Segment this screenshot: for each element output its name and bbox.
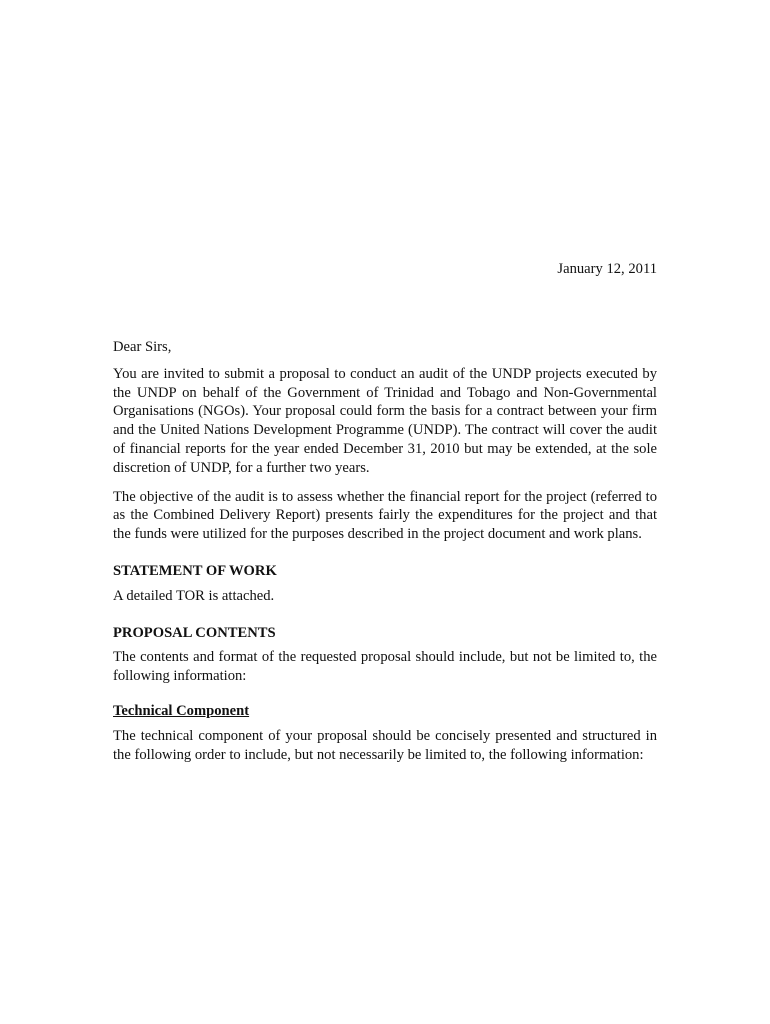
- salutation: Dear Sirs,: [113, 339, 172, 355]
- statement-of-work-heading: STATEMENT OF WORK: [113, 562, 277, 579]
- statement-of-work-text: A detailed TOR is attached.: [113, 587, 275, 604]
- letter-body: [113, 338, 657, 764]
- technical-component-text: The technical component of your proposal should be concisely presented and structured in the following order to include, but not necessarily be limited to, the following information:: [113, 727, 657, 763]
- technical-component-heading: Technical Component: [113, 702, 250, 719]
- proposal-contents-text: The contents and format of the requested proposal should include, but not be limited to, the following information:: [113, 649, 657, 685]
- proposal-contents-heading: PROPOSAL CONTENTS: [113, 624, 276, 641]
- intro-paragraph: You are invited to submit a proposal to conduct an audit of the UNDP projects executed by the UNDP on behalf of the Government of Trinidad and Tobago and Non-Governmental Organisations (NGOs). Your proposal could form the basis for a contract between your firm and the United Nations Development Programme (UNDP). The contract will cover the audit of financial reports for the year ended December 31, 2010 but may be extended, at the sole discretion of UNDP, for a further two years.: [113, 365, 657, 476]
- letter-date: January 12, 2011: [557, 261, 657, 277]
- objective-paragraph: The objective of the audit is to assess whether the financial report for the project (referred to as the Combined Delivery Report) presents fairly the expenditures for the project and that the funds were utilized for the purposes described in the project document and work plans.: [113, 488, 657, 543]
